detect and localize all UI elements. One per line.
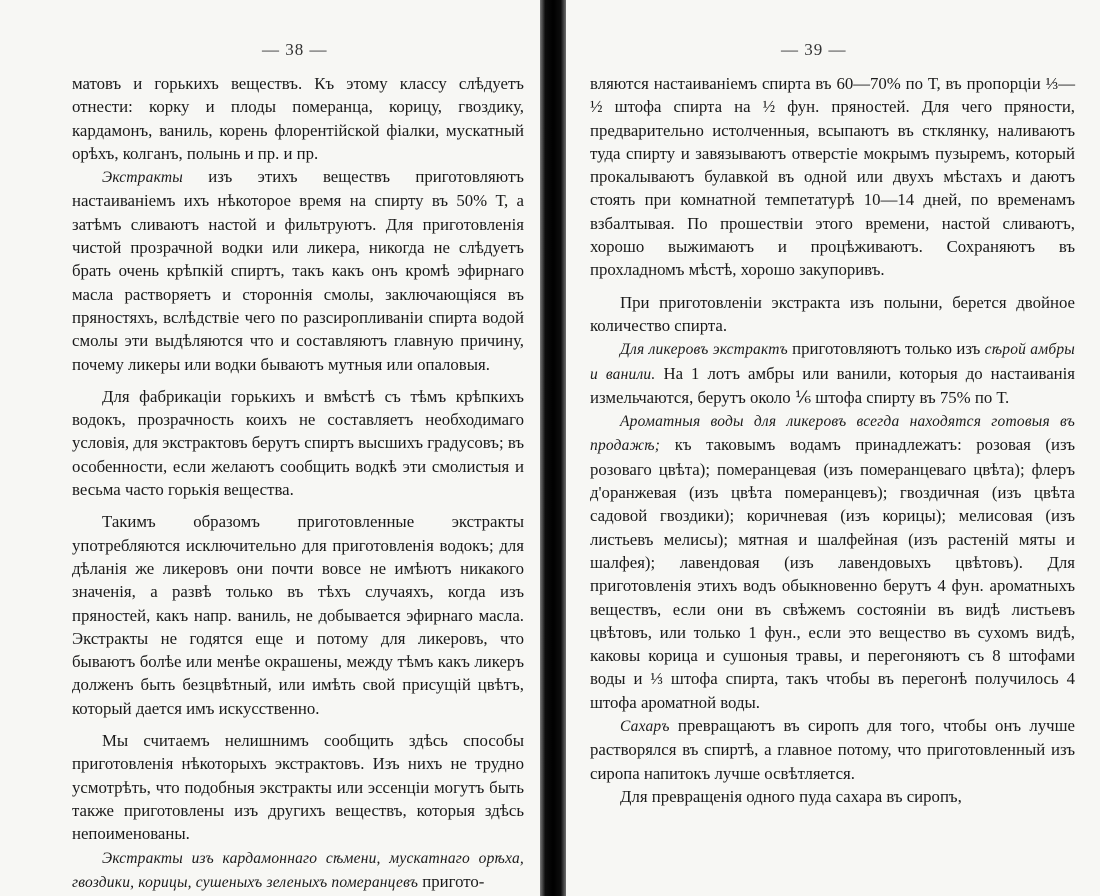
text-run: Для превращенія одного пуда сахара въ сиропъ, bbox=[620, 786, 962, 806]
text-run: Мы считаемъ нелишнимъ сообщить здѣсь способы приготовленія нѣкоторыхъ экстрактовъ. Изъ нихъ не трудно усмотрѣть, что подобныя экстракты или эссенціи могутъ быть также приготовлены изъ другихъ веществъ, которыя здѣсь непоименованы. bbox=[72, 731, 524, 844]
italic-run: Экстракты bbox=[102, 169, 183, 187]
paragraph bbox=[590, 785, 1075, 808]
paragraph bbox=[590, 714, 1075, 785]
text-run: изъ этихъ веществъ приготовляютъ настаиваніемъ ихъ нѣкоторое время на спирту въ 50% Т, а затѣмъ сливаютъ настой и фильтруютъ. Для приготовленія чистой прозрачной водки или ликера, никогда не слѣдуетъ брать очень крѣпкій спиртъ, такъ какъ онъ кромѣ эфирнаго масла растворяетъ и стороннія смолы, заключающіяся въ пряностяхъ, вслѣдствіе чего по разсиропливаніи спирта водой смолы эти выдѣляются что и составляютъ главную причину, почему ликеры или водки бываютъ мутныя или опаловыя. bbox=[72, 167, 524, 374]
italic-run: сѣрой амбры и ванили. bbox=[590, 341, 1075, 383]
italic-run: Сахаръ bbox=[620, 718, 670, 736]
paragraph bbox=[590, 72, 1075, 282]
paragraph bbox=[72, 729, 524, 845]
paragraph bbox=[590, 291, 1075, 338]
text-run: матовъ и горькихъ веществъ. Къ этому классу слѣдуетъ отнести: корку и плоды померанца, корицу, гвоздику, кардамонъ, ваниль, корень флорентійской фіалки, мускатный орѣхъ, колганъ, полынь и пр. и пр. bbox=[72, 74, 524, 163]
text-run: превращаютъ въ сиропъ для того, чтобы онъ лучше растворялся въ спиртѣ, а главное потому, что приготовленный изъ сиропа напитокъ лучше освѣтляется. bbox=[590, 716, 1075, 783]
paragraph bbox=[590, 337, 1075, 409]
italic-run: Для ликеровъ экстрактъ bbox=[620, 341, 788, 359]
paragraph bbox=[72, 165, 524, 376]
left-page bbox=[0, 0, 540, 896]
text-run: пригото- bbox=[418, 871, 485, 891]
page-number: — 39 — bbox=[781, 40, 847, 59]
paragraph bbox=[590, 409, 1075, 714]
paragraph bbox=[72, 385, 524, 501]
text-run: На 1 лотъ амбры или ванили, которыя до настаиванія измельчаются, берутъ около ⅙ штофа спирту въ 75% по Т. bbox=[590, 363, 1076, 407]
paragraph bbox=[72, 510, 524, 720]
page-number: — 38 — bbox=[262, 40, 328, 59]
text-run: При приготовленіи экстракта изъ полыни, берется двойное количество спирта. bbox=[590, 292, 1075, 335]
italic-run: Экстракты изъ кардамоннаго сѣмени, мускатнаго орѣха, гвоздики, корицы, сушеныхъ зеленыхъ померанцевъ bbox=[72, 849, 524, 891]
right-page bbox=[566, 0, 1100, 896]
text-run: къ таковымъ водамъ принадлежатъ: розовая (изъ розоваго цвѣта); померанцевая (изъ померанцеваго цвѣта); флеръ д'оранжевая (изъ цвѣта померанцевъ); гвоздичная (изъ цвѣта садовой гвоздики); коричневая (изъ корицы); мелисовая (изъ листьевъ мелисы); мятная и шалфейная (изъ растеній мяты и шалфея); лавендовая (изъ лавендовыхъ цвѣтовъ). Для приготовленія этихъ водъ обыкновенно берутъ 4 фун. ароматныхъ веществъ, если они въ свѣжемъ состояніи въ видѣ листьевъ цвѣтовъ, или только 1 фун., если это вещество въ сухомъ видѣ, каковы корица и сушоныя травы, и перегоняютъ съ 8 штофами воды и ⅓ штофа спирта, такъ чтобы въ перегонѣ получилось 4 штофа ароматной воды. bbox=[590, 435, 1075, 712]
text-run: приготовляютъ только изъ bbox=[787, 339, 985, 359]
italic-run: Ароматныя воды для ликеровъ всегда находятся готовыя въ продажѣ; bbox=[590, 413, 1075, 455]
paragraph bbox=[72, 846, 524, 895]
paragraph bbox=[72, 72, 524, 165]
book-gutter bbox=[540, 0, 566, 896]
text-run: вляются настаиваніемъ спирта въ 60—70% по Т, въ пропорціи ⅓—½ штофа спирта на ½ фун. пряностей. Для чего пряности, предварительно истолченныя, всыпаютъ въ стклянку, наливаютъ туда спирту и завязываютъ отверстіе мокрымъ пузыремъ, который прокалываютъ булавкой въ одной или двухъ мѣстахъ и даютъ стоять при комнатной темпетатурѣ 10—14 дней, по временамъ взбалтывая. По прошествіи этого времени, настой сливаютъ, хорошо выжимаютъ и процѣживаютъ. Сохраняютъ въ прохладномъ мѣстѣ, хорошо закупоривъ. bbox=[590, 74, 1075, 280]
page-text bbox=[590, 72, 1075, 808]
page-text bbox=[72, 72, 524, 894]
text-run: Для фабрикаціи горькихъ и вмѣстѣ съ тѣмъ крѣпкихъ водокъ, прозрачность коихъ не составляетъ необходимаго условія, для экстрактовъ берутъ спиртъ высшихъ градусовъ; въ особенности, если желаютъ сообщить водкѣ эти смолистыя и весьма часто горькія вещества. bbox=[72, 386, 524, 500]
text-run: Такимъ образомъ приготовленные экстракты употребляются исключительно для приготовленія водокъ; для дѣланія же ликеровъ они почти вовсе не имѣютъ никакого значенія, а развѣ только въ тѣхъ случаяхъ, когда изъ пряностей, какъ напр. ваниль, не добывается эфирнаго масла. Экстракты не годятся еще и потому для ликеровъ, что бываютъ болѣе или менѣе окрашены, между тѣмъ какъ ликеръ долженъ быть безцвѣтный, или имѣть свой присущій цвѣтъ, который дается имъ искусственно. bbox=[72, 512, 524, 718]
